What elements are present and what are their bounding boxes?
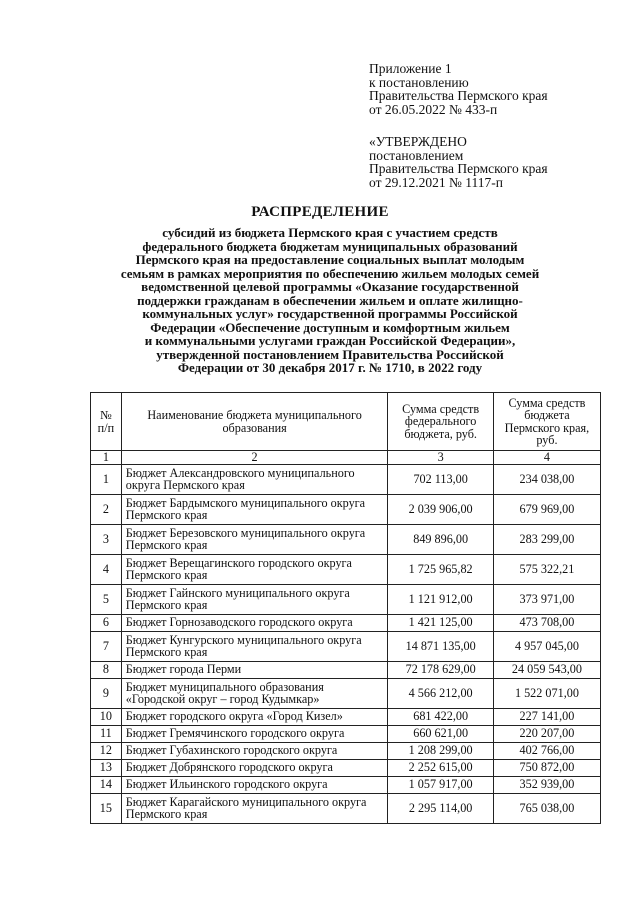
appendix-line: Приложение 1 [369, 61, 452, 76]
appendix-block [369, 62, 548, 116]
row-num: 11 [91, 725, 122, 742]
row-federal: 681 422,00 [388, 708, 493, 725]
column-number: 2 [121, 451, 388, 465]
table-row [91, 554, 601, 584]
row-regional: 765 038,00 [493, 793, 600, 823]
row-num: 8 [91, 661, 122, 678]
row-federal: 660 621,00 [388, 725, 493, 742]
row-regional: 4 957 045,00 [493, 631, 600, 661]
row-regional: 679 969,00 [493, 494, 600, 524]
row-federal: 1 208 299,00 [388, 742, 493, 759]
distribution-table [90, 392, 601, 824]
table-header-row [91, 393, 601, 451]
subtitle-line: субсидий из бюджета Пермского края с участием средств [162, 225, 498, 240]
header-regional: Сумма средств бюджета Пермского края, руб. [493, 393, 600, 451]
column-number: 3 [388, 451, 493, 465]
row-federal: 4 566 212,00 [388, 678, 493, 708]
row-name: Бюджет Гайнского муниципального округа Пермского края [121, 584, 388, 614]
document-title: РАСПРЕДЕЛЕНИЕ [251, 204, 389, 220]
row-federal: 702 113,00 [388, 464, 493, 494]
subtitle-line: семьям в рамках мероприятия по обеспечению жильем молодых семей [120, 265, 540, 281]
row-num: 1 [91, 464, 122, 494]
row-regional: 283 299,00 [493, 524, 600, 554]
approved-line: от 29.12.2021 № 1117-п [369, 174, 503, 190]
header-federal: Сумма средств федерального бюджета, руб. [388, 393, 493, 451]
row-num: 5 [91, 584, 122, 614]
table-row [91, 524, 601, 554]
row-federal: 1 057 917,00 [388, 776, 493, 793]
row-name: Бюджет Березовского муниципального округа Пермского края [121, 524, 388, 554]
row-name: Бюджет Бардымского муниципального округа Пермского края [121, 494, 388, 524]
header-num: № п/п [91, 393, 122, 451]
column-number: 4 [493, 451, 600, 465]
row-num: 10 [91, 708, 122, 725]
row-federal: 72 178 629,00 [388, 661, 493, 678]
row-regional: 402 766,00 [493, 742, 600, 759]
row-num: 13 [91, 759, 122, 776]
subtitle-line: Пермского края на предоставление социальных выплат молодым [135, 252, 525, 267]
row-federal: 14 871 135,00 [388, 631, 493, 661]
row-federal: 2 295 114,00 [388, 793, 493, 823]
appendix-line: от 26.05.2022 № 433-п [369, 101, 498, 117]
row-name: Бюджет Губахинского городского округа [121, 742, 388, 759]
row-regional: 750 872,00 [493, 759, 600, 776]
row-name: Бюджет Горнозаводского городского округа [121, 614, 388, 631]
row-regional: 373 971,00 [493, 584, 600, 614]
row-regional: 227 141,00 [493, 708, 600, 725]
table-row [91, 776, 601, 793]
row-num: 9 [91, 678, 122, 708]
row-num: 4 [91, 554, 122, 584]
subtitle-line: коммунальных услуг» государственной программы Российской [142, 306, 518, 321]
subtitle-line: Федерации «Обеспечение доступным и комфортным жильем [150, 319, 510, 335]
table-row [91, 759, 601, 776]
table-row [91, 725, 601, 742]
row-federal: 1 421 125,00 [388, 614, 493, 631]
row-federal: 2 039 906,00 [388, 494, 493, 524]
appendix-line: к постановлению [369, 74, 469, 90]
row-regional: 24 059 543,00 [493, 661, 600, 678]
table-row [91, 742, 601, 759]
column-number: 1 [91, 451, 122, 465]
table-row [91, 614, 601, 631]
row-name: Бюджет Кунгурского муниципального округа Пермского края [121, 631, 388, 661]
table-row [91, 584, 601, 614]
row-name: Бюджет Карагайского муниципального округа Пермского края [121, 793, 388, 823]
row-federal: 1 121 912,00 [388, 584, 493, 614]
approved-line: постановлением [369, 147, 464, 163]
row-regional: 220 207,00 [493, 725, 600, 742]
row-name: Бюджет Александровского муниципального округа Пермского края [121, 464, 388, 494]
row-num: 14 [91, 776, 122, 793]
table-row [91, 793, 601, 823]
row-regional: 1 522 071,00 [493, 678, 600, 708]
table-row [91, 464, 601, 494]
row-num: 3 [91, 524, 122, 554]
table-row [91, 661, 601, 678]
row-federal: 2 252 615,00 [388, 759, 493, 776]
subtitle-line: Федерации от 30 декабря 2017 г. № 1710, в 2022 году [177, 360, 483, 375]
header-name: Наименование бюджета муниципального образования [121, 393, 388, 451]
table-row [91, 678, 601, 708]
appendix-line: Правительства Пермского края [369, 88, 548, 103]
row-name: Бюджет муниципального образования «Городской округ – город Кудымкар» [121, 678, 388, 708]
row-num: 6 [91, 614, 122, 631]
table-row [91, 708, 601, 725]
row-regional: 352 939,00 [493, 776, 600, 793]
row-num: 15 [91, 793, 122, 823]
subtitle-line: ведомственной целевой программы «Оказание государственной [141, 279, 519, 294]
row-federal: 849 896,00 [388, 524, 493, 554]
row-regional: 234 038,00 [493, 464, 600, 494]
row-name: Бюджет города Перми [121, 661, 388, 678]
subtitle-line: утвержденной постановлением Правительства Российской [156, 346, 504, 362]
row-name: Бюджет Верещагинского городского округа Пермского края [121, 554, 388, 584]
row-name: Бюджет Добрянского городского округа [121, 759, 388, 776]
row-num: 12 [91, 742, 122, 759]
approved-line: «УТВЕРЖДЕНО [369, 134, 467, 149]
subtitle-line: федерального бюджета бюджетам муниципальных образований [142, 238, 518, 254]
row-name: Бюджет городского округа «Город Кизел» [121, 708, 388, 725]
subtitle-line: поддержки гражданам в обеспечении жильем и оплате жилищно- [137, 292, 523, 308]
document-subtitle [80, 226, 580, 375]
row-federal: 1 725 965,82 [388, 554, 493, 584]
subtitle-line: и коммунальными услугами граждан Российской Федерации», [144, 333, 516, 348]
approved-block [369, 135, 548, 189]
row-regional: 473 708,00 [493, 614, 600, 631]
table-row [91, 631, 601, 661]
row-regional: 575 322,21 [493, 554, 600, 584]
row-num: 7 [91, 631, 122, 661]
column-number-row [91, 451, 601, 465]
row-name: Бюджет Ильинского городского округа [121, 776, 388, 793]
approved-line: Правительства Пермского края [369, 161, 548, 176]
row-name: Бюджет Гремячинского городского округа [121, 725, 388, 742]
table-row [91, 494, 601, 524]
row-num: 2 [91, 494, 122, 524]
